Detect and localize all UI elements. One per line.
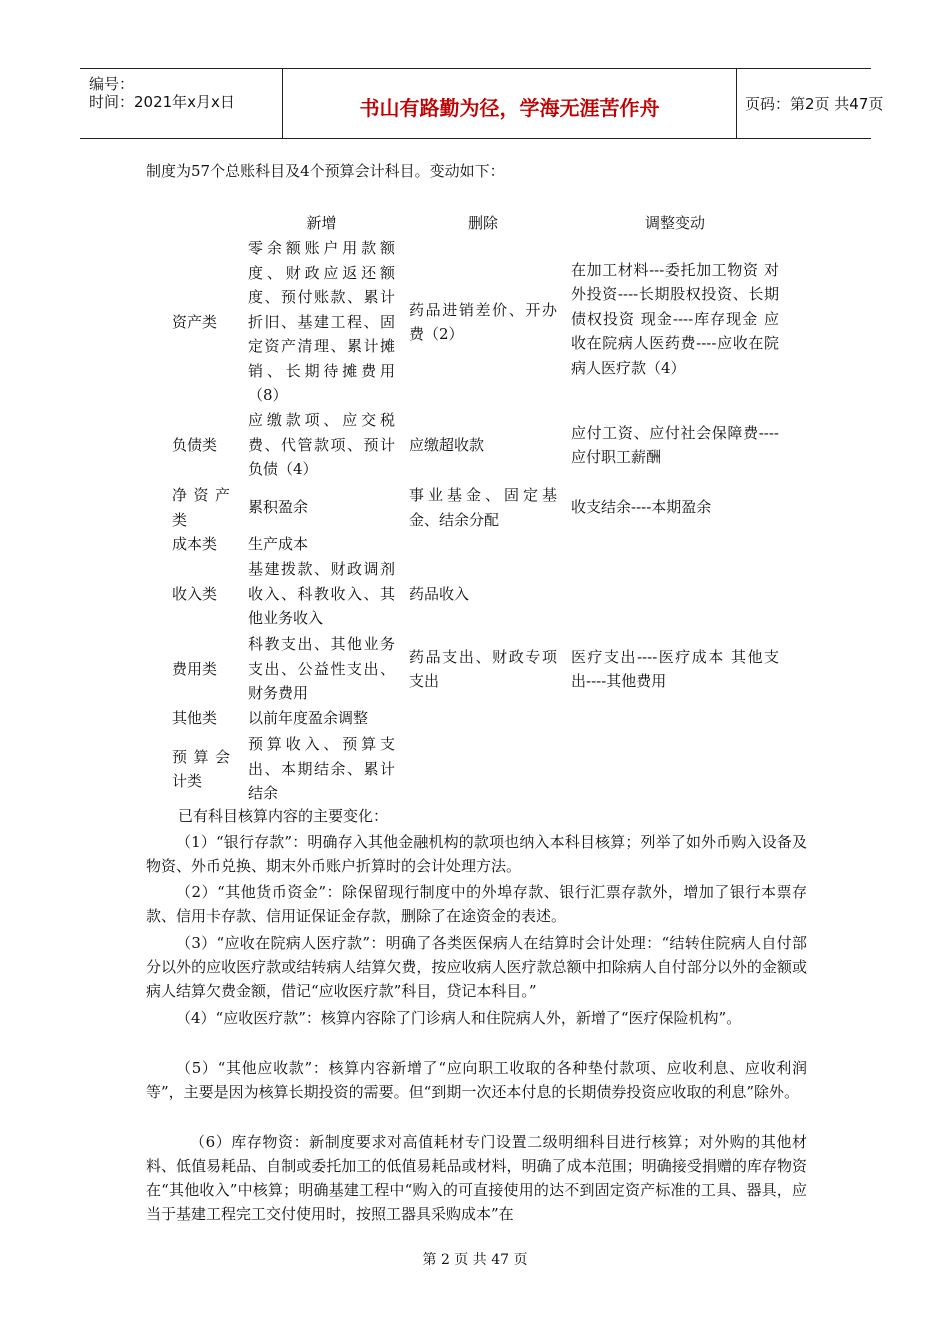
table-cell-delete: 药品收入: [409, 584, 470, 603]
page-footer: 第 2 页 共 47 页: [422, 1252, 528, 1268]
table-cell-add: 基建拨款、财政调剂收入、科教收入、其他业务收入: [248, 560, 395, 628]
table-cell-adjust: 收支结余----本期盈余: [571, 498, 712, 517]
table-cell-add: 以前年度盈余调整: [248, 709, 369, 728]
page-header: [80, 68, 884, 139]
table-cell-add: 累积盈余: [248, 498, 309, 517]
table-cell-add: 应缴款项、应交税费、代管款项、预计负债（4）: [248, 411, 395, 479]
table-row-category: 净资产类: [172, 486, 230, 529]
table-row-category: 负债类: [172, 435, 218, 454]
table-cell-delete: 应缴超收款: [409, 435, 485, 454]
intro-text: 制度为57个总账科目及4个预算会计科目。变动如下：: [146, 162, 505, 180]
paragraph: （6）库存物资：新制度要求对高值耗材专门设置二级明细科目进行核算；对外购的其他材料、低值易耗品、自制或委托加工的低值易耗品或材料，明确了成本范围；明确接受捐赠的库存物资在“其他收入”中核算；明确基建工程中“购入的可直接使用的达不到固定资产标准的工具、器具，应当于基建工程完工交付使用时，按照工器具采购成本”在: [146, 1133, 807, 1223]
header-page-number: 页码：第2页 共47页: [745, 95, 884, 113]
table-cell-adjust: 应付工资、应付社会保障费----应付职工薪酬: [571, 423, 779, 466]
column-header-adjust: 调整变动: [644, 214, 705, 232]
paragraph: （3）“应收在院病人医疗款”：明确了各类医保病人在结算时会计处理：“结转住院病人自付部分以外的应收医疗款或结转病人结算欠费，按应收病人医疗款总额中扣除病人自付部分以外的金额或病人结算欠费金额，借记“应收医疗款”科目，贷记本科目。”: [146, 934, 807, 1000]
table-row-category: 费用类: [172, 659, 218, 678]
table-row-category: 收入类: [172, 584, 218, 603]
header-motto: 书山有路勤为径，学海无涯苦作舟: [359, 96, 660, 120]
table-row-category: 成本类: [172, 535, 218, 554]
table-row-category: 预算会计类: [172, 747, 230, 790]
paragraph: （5）“其他应收款”：核算内容新增了“应向职工收取的各种垫付款项、应收利息、应收利润等”，主要是因为核算长期投资的需要。但“到期一次还本付息的长期债券投资应收取的利息”除外。: [146, 1059, 807, 1101]
header-motto-cell: [283, 69, 737, 138]
table-cell-add: 科教支出、其他业务支出、公益性支出、财务费用: [248, 635, 395, 703]
table-cell-adjust: 在加工材料---委托加工物资 对外投资----长期股权投资、长期债权投资 现金----库存现金 应收在院病人医药费----应收在院病人医疗款（4）: [571, 260, 779, 377]
paragraph: （1）“银行存款”：明确存入其他金融机构的款项也纳入本科目核算；列举了如外币购入设备及物资、外币兑换、期末外币账户折算时的会计处理方法。: [146, 833, 807, 875]
paragraph: （4）“应收医疗款”：核算内容除了门诊病人和住院病人外，新增了“医疗保险机构”。: [176, 1009, 742, 1027]
column-header-add: 新增: [306, 214, 337, 232]
document-number-label: 编号：: [89, 75, 135, 93]
table-cell-add: 零余额账户用款额度、财政应返还额度、预付账款、累计折旧、基建工程、固定资产清理、累计摊销、长期待摊费用（8）: [248, 239, 395, 405]
paragraph: （2）“其他货币资金”：除保留现行制度中的外埠存款、银行汇票存款外，增加了银行本票存款、信用卡存款、信用证保证金存款，删除了在途资金的表述。: [146, 883, 807, 925]
header-info-cell: [80, 69, 283, 138]
table-row-category: 资产类: [172, 312, 218, 331]
table-cell-delete: 药品支出、财政专项支出: [409, 647, 557, 690]
section-subtitle: 已有科目核算内容的主要变化：: [178, 807, 389, 825]
table-cell-add: 预算收入、预算支出、本期结余、累计结余: [248, 735, 395, 803]
table-cell-delete: 事业基金、固定基金、结余分配: [409, 486, 557, 529]
document-date-label: 时间：2021年x月x日: [89, 93, 235, 111]
table-cell-adjust: 医疗支出----医疗成本 其他支出----其他费用: [571, 647, 779, 690]
column-header-delete: 删除: [467, 214, 498, 232]
table-cell-add: 生产成本: [248, 535, 309, 554]
table-row-category: 其他类: [172, 709, 218, 728]
table-cell-delete: 药品进销差价、开办费（2）: [409, 300, 557, 343]
header-page-cell: [737, 69, 884, 138]
